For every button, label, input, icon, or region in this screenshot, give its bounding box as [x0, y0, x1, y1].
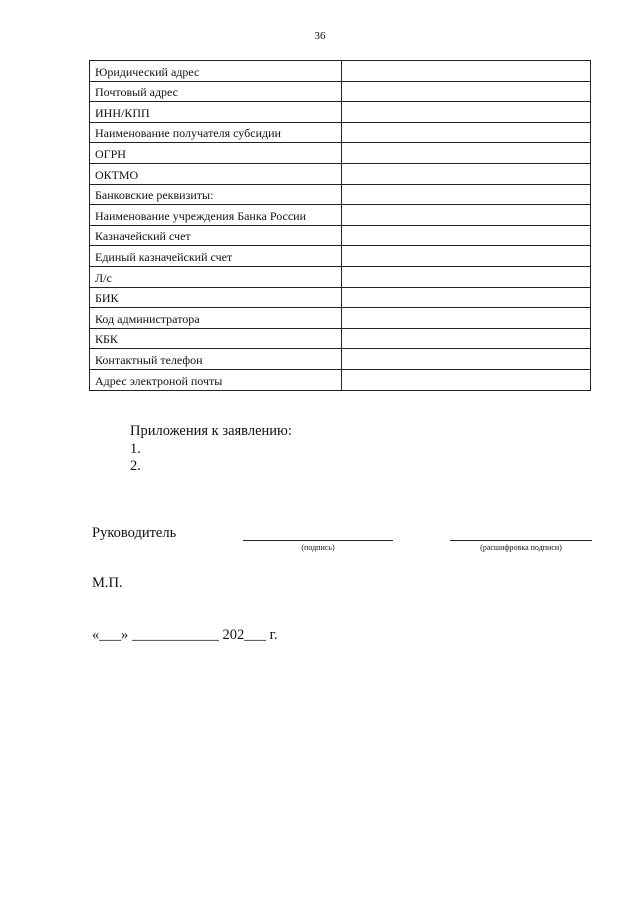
attachment-item: 1.: [130, 440, 141, 457]
date-line: «___» ____________ 202___ г.: [92, 627, 278, 643]
table-row: [90, 328, 591, 349]
row-label: Код администратора: [90, 308, 342, 329]
table-row: [90, 308, 591, 329]
table-row: [90, 163, 591, 184]
attachments-heading: Приложения к заявлению:: [130, 423, 292, 439]
signature-caption: (подпись): [301, 543, 335, 552]
requisites-table: [89, 60, 591, 391]
signature-line: [243, 540, 393, 541]
row-value-field[interactable]: [342, 246, 591, 267]
row-label: Контактный телефон: [90, 349, 342, 370]
row-label: Почтовый адрес: [90, 81, 342, 102]
row-value-field[interactable]: [342, 328, 591, 349]
signature-decode-caption: (расшифровка подписи): [480, 543, 562, 552]
row-value-field[interactable]: [342, 308, 591, 329]
row-label: ОГРН: [90, 143, 342, 164]
row-value-field[interactable]: [342, 225, 591, 246]
row-value-field[interactable]: [342, 184, 591, 205]
attachments-block: [130, 423, 292, 476]
row-value-field[interactable]: [342, 143, 591, 164]
row-value-field[interactable]: [342, 266, 591, 287]
row-label: Юридический адрес: [90, 61, 342, 82]
row-label: Единый казначейский счет: [90, 246, 342, 267]
row-value-field[interactable]: [342, 81, 591, 102]
table-row: [90, 143, 591, 164]
row-label: ОКТМО: [90, 163, 342, 184]
table-row: [90, 349, 591, 370]
row-label: Наименование учреждения Банка России: [90, 205, 342, 226]
row-label: Наименование получателя субсидии: [90, 122, 342, 143]
attachment-item: 2.: [130, 458, 141, 474]
row-label: Банковские реквизиты:: [90, 184, 342, 205]
row-value-field[interactable]: [342, 205, 591, 226]
row-label: КБК: [90, 328, 342, 349]
row-label: ИНН/КПП: [90, 102, 342, 123]
row-label: БИК: [90, 287, 342, 308]
table-row: [90, 246, 591, 267]
table-row: [90, 184, 591, 205]
table-row: [90, 205, 591, 226]
table-row: [90, 102, 591, 123]
table-row: [90, 287, 591, 308]
table-row: [90, 266, 591, 287]
row-value-field[interactable]: [342, 349, 591, 370]
row-value-field[interactable]: [342, 369, 591, 390]
stamp-placeholder: М.П.: [92, 575, 123, 591]
page-number: 36: [314, 30, 326, 42]
row-label: Л/с: [90, 266, 342, 287]
table-row: [90, 225, 591, 246]
table-row: [90, 81, 591, 102]
table-row: [90, 122, 591, 143]
row-value-field[interactable]: [342, 102, 591, 123]
row-value-field[interactable]: [342, 287, 591, 308]
table-row: [90, 61, 591, 82]
head-signatory-label: Руководитель: [92, 525, 177, 541]
row-value-field[interactable]: [342, 61, 591, 82]
row-value-field[interactable]: [342, 163, 591, 184]
row-value-field[interactable]: [342, 122, 591, 143]
table-row: [90, 369, 591, 390]
row-label: Казначейский счет: [90, 225, 342, 246]
row-label: Адрес электроной почты: [90, 369, 342, 390]
signature-decode-line: [450, 540, 592, 541]
